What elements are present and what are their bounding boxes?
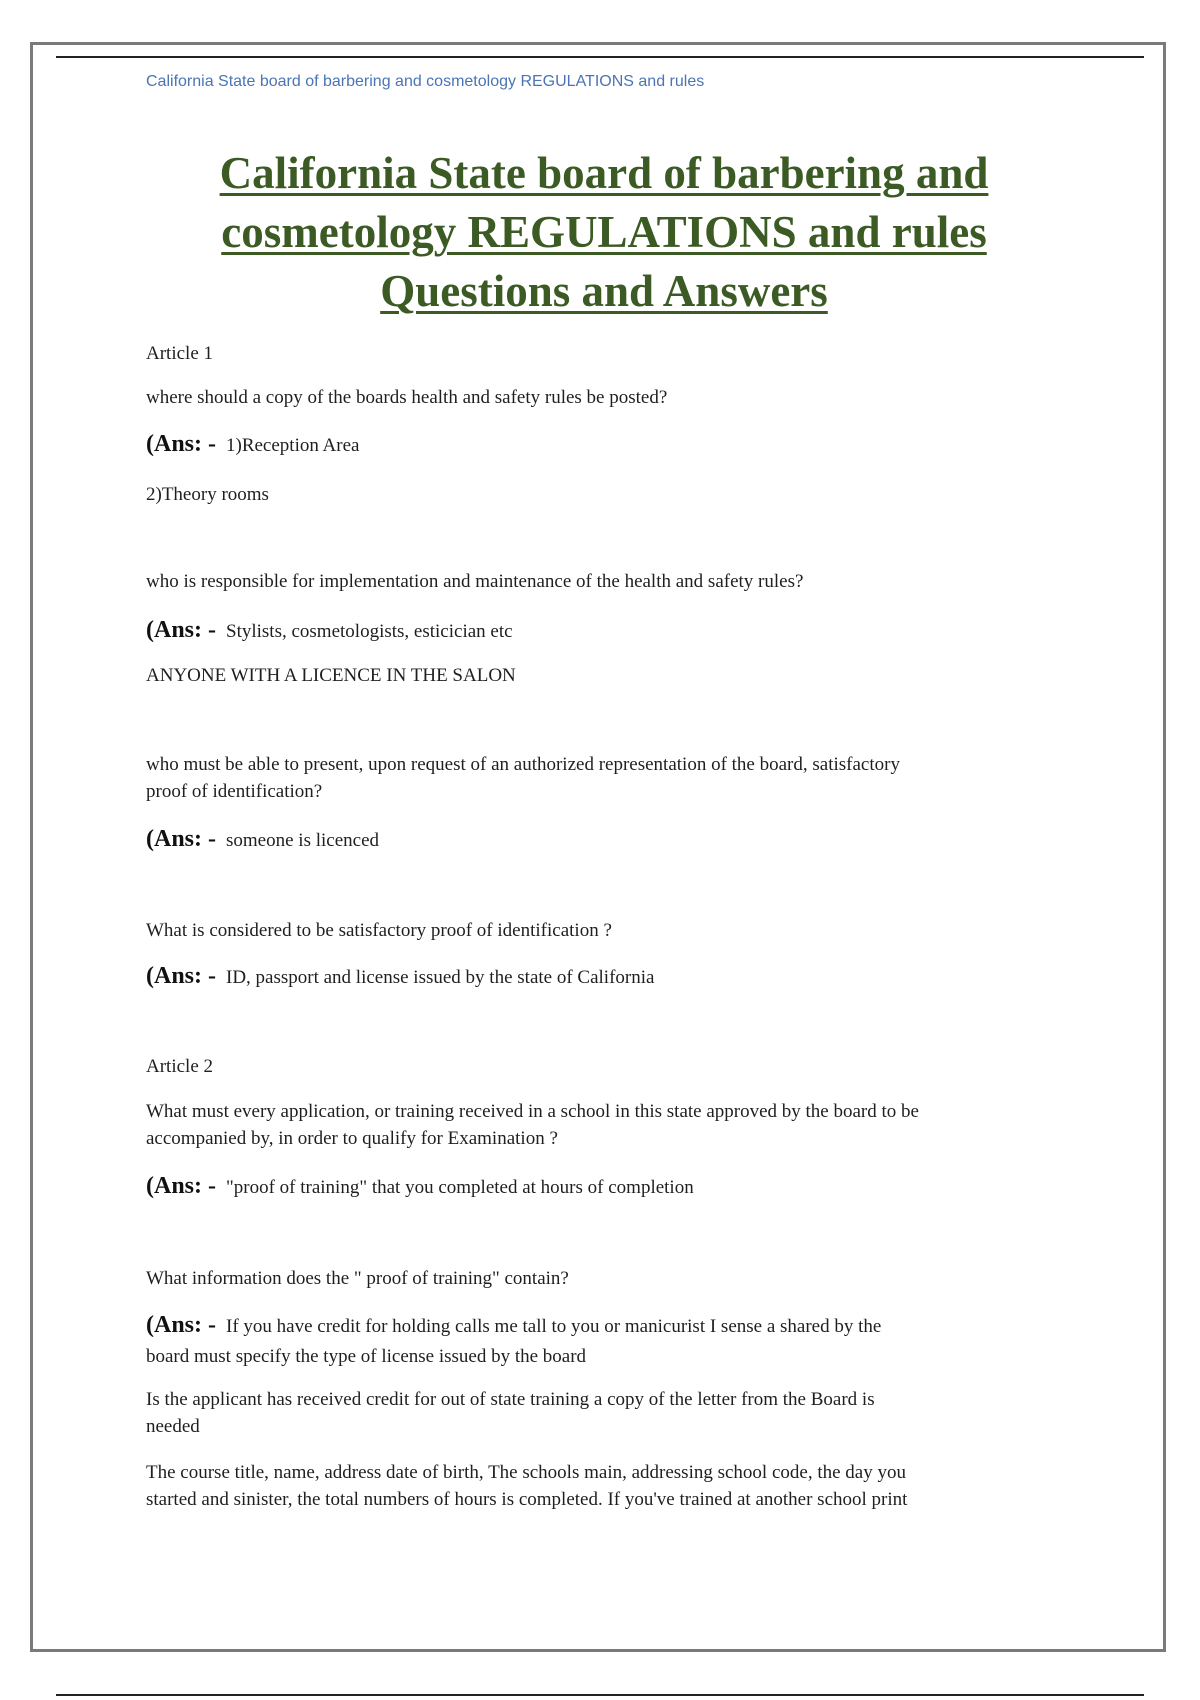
answer-line [146,431,1066,459]
answer-label: (Ans: - [146,431,216,457]
bottom-rule [56,1694,1144,1696]
question-text: What must every application, or training received in a school in this state approved by the board to be [146,1101,919,1122]
question-text: where should a copy of the boards health and safety rules be posted? [146,387,668,408]
answer-line [146,1173,1066,1201]
question-text: What is considered to be satisfactory proof of identification ? [146,920,612,941]
answer-label: (Ans: - [146,1312,216,1338]
question-text: who must be able to present, upon request of an authorized representation of the board, satisfactory [146,754,900,775]
answer-line [146,826,1066,854]
answer-label: (Ans: - [146,963,216,989]
answer-text: If you have credit for holding calls me tall to you or manicurist I sense a shared by the [226,1316,882,1337]
answer-text: ID, passport and license issued by the state of California [226,967,655,988]
paragraph-line: needed [146,1416,200,1437]
answer-extra: 2)Theory rooms [146,484,269,505]
question-text-cont: accompanied by, in order to qualify for Examination ? [146,1128,558,1149]
title-line-1: California State board of barbering and [219,148,989,198]
question-text: who is responsible for implementation and maintenance of the health and safety rules? [146,571,804,592]
answer-text-cont: board must specify the type of license issued by the board [146,1346,587,1367]
paragraph-line: started and sinister, the total numbers of hours is completed. If you've trained at another school print [146,1489,908,1510]
paragraph-line: The course title, name, address date of birth, The schools main, addressing school code, the day you [146,1462,906,1483]
answer-line [146,963,1066,991]
answer-text: Stylists, cosmetologists, esticician etc [226,621,513,642]
top-rule [56,56,1144,58]
running-header: California State board of barbering and cosmetology REGULATIONS and rules [146,73,705,90]
answer-label: (Ans: - [146,826,216,852]
answer-line [146,617,1066,645]
article-1-heading: Article 1 [146,343,214,364]
paragraph-line: Is the applicant has received credit for out of state training a copy of the letter from the Board is [146,1389,875,1410]
answer-extra: ANYONE WITH A LICENCE IN THE SALON [146,665,516,686]
answer-text: "proof of training" that you completed at hours of completion [226,1177,694,1198]
question-text-cont: proof of identification? [146,781,323,802]
question-text: What information does the " proof of training" contain? [146,1268,569,1289]
document-title [146,144,1062,321]
answer-label: (Ans: - [146,1173,216,1199]
answer-label: (Ans: - [146,617,216,643]
answer-text: someone is licenced [226,830,380,851]
answer-text: 1)Reception Area [226,435,360,456]
answer-line [146,1312,1066,1340]
title-line-2: cosmetology REGULATIONS and rules [221,207,987,257]
title-line-3: Questions and Answers [380,266,828,316]
article-2-heading: Article 2 [146,1056,214,1077]
